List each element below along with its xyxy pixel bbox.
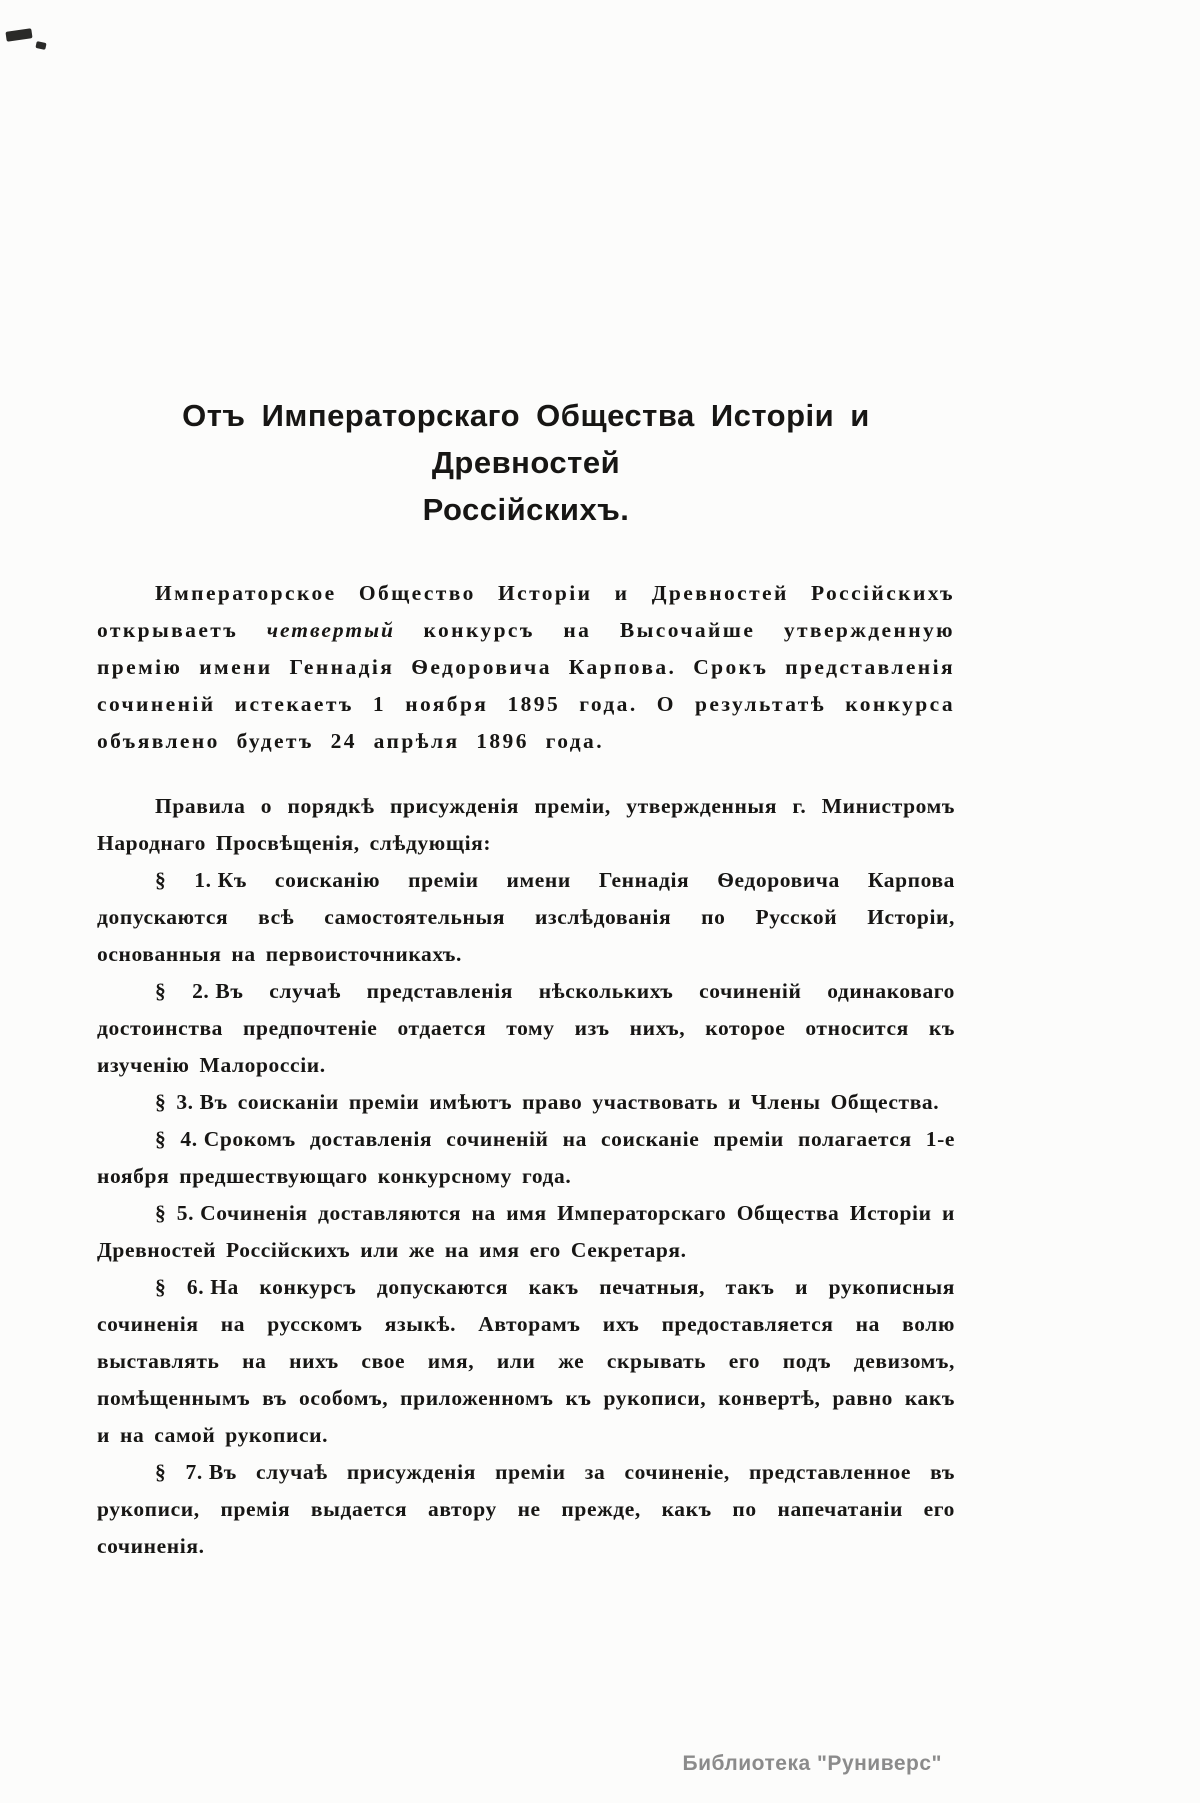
intro-text-after: конкурсъ на Высочайше утвержденную премію имени Геннадія Ѳедоровича Карпова. Срокъ представленія сочиненій истекаетъ 1 ноября 1895 года. О результатѣ конкурса объявлено будетъ 24 апрѣля 1896 года. — [97, 618, 956, 753]
rule-paragraph-3 — [97, 1084, 955, 1121]
intro-text-before: Императорское Общество Исторіи и Древностей Россійскихъ открываетъ — [97, 581, 955, 642]
intro-italic-word: четвертый — [266, 618, 395, 642]
rule-paragraph-6 — [97, 1269, 955, 1454]
rule-number: § 7. — [155, 1460, 203, 1484]
rule-number: § 4. — [155, 1127, 198, 1151]
rule-paragraph-7 — [97, 1454, 955, 1565]
intro-paragraph — [97, 575, 955, 760]
rule-paragraph-1 — [97, 862, 955, 973]
text-column — [97, 392, 955, 1565]
page-title — [97, 392, 955, 533]
rule-paragraph-5 — [97, 1195, 955, 1269]
page-title-line2: Россійскихъ. — [422, 492, 630, 527]
rule-text: Въ случаѣ присужденія преміи за сочиненіе, представленное въ рукописи, премія выдается автору не прежде, какъ по напечатаніи его сочиненія. — [97, 1460, 955, 1558]
scan-artifact — [35, 41, 46, 50]
rule-text: Сочиненія доставляются на имя Императорскаго Общества Исторіи и Древностей Россійскихъ или же на имя его Секретаря. — [97, 1201, 955, 1262]
rule-paragraph-4 — [97, 1121, 955, 1195]
scan-artifact — [5, 28, 32, 42]
rule-paragraph-2 — [97, 973, 955, 1084]
rule-number: § 5. — [155, 1201, 195, 1225]
rule-number: § 1. — [155, 868, 212, 892]
rule-text: Срокомъ доставленія сочиненій на соисканіе преміи полагается 1-е ноября предшествующаго конкурсному года. — [97, 1127, 956, 1188]
rules-intro-paragraph: Правила о порядкѣ присужденія преміи, утвержденныя г. Министромъ Народнаго Просвѣщенія, слѣдующія: — [97, 794, 955, 855]
page-title-line1: Отъ Императорскаго Общества Исторіи и Древностей — [182, 398, 870, 480]
rule-text: Въ соисканіи преміи имѣютъ право участвовать и Члены Общества. — [199, 1090, 940, 1114]
rule-number: § 3. — [155, 1090, 194, 1114]
rule-number: § 2. — [155, 979, 210, 1003]
rule-text: Въ случаѣ представленія нѣсколькихъ сочиненій одинаковаго достоинства предпочтеніе отдается тому изъ нихъ, которое относится къ изученію Малороссіи. — [97, 979, 955, 1077]
library-watermark: Библиотека "Руниверс" — [682, 1752, 942, 1775]
rule-text: На конкурсъ допускаются какъ печатныя, такъ и рукописныя сочиненія на русскомъ языкѣ. Авторамъ ихъ предоставляется на волю выставлять на нихъ свое имя, или же скрывать его подъ девизомъ, помѣщеннымъ въ особомъ, приложенномъ къ рукописи, конвертѣ, равно какъ и на самой рукописи. — [97, 1275, 956, 1447]
rule-number: § 6. — [155, 1275, 205, 1299]
rule-text: Къ соисканію преміи имени Геннадія Ѳедоровича Карпова допускаются всѣ самостоятельныя изслѣдованія по Русской Исторіи, основанныя на первоисточникахъ. — [97, 868, 955, 966]
